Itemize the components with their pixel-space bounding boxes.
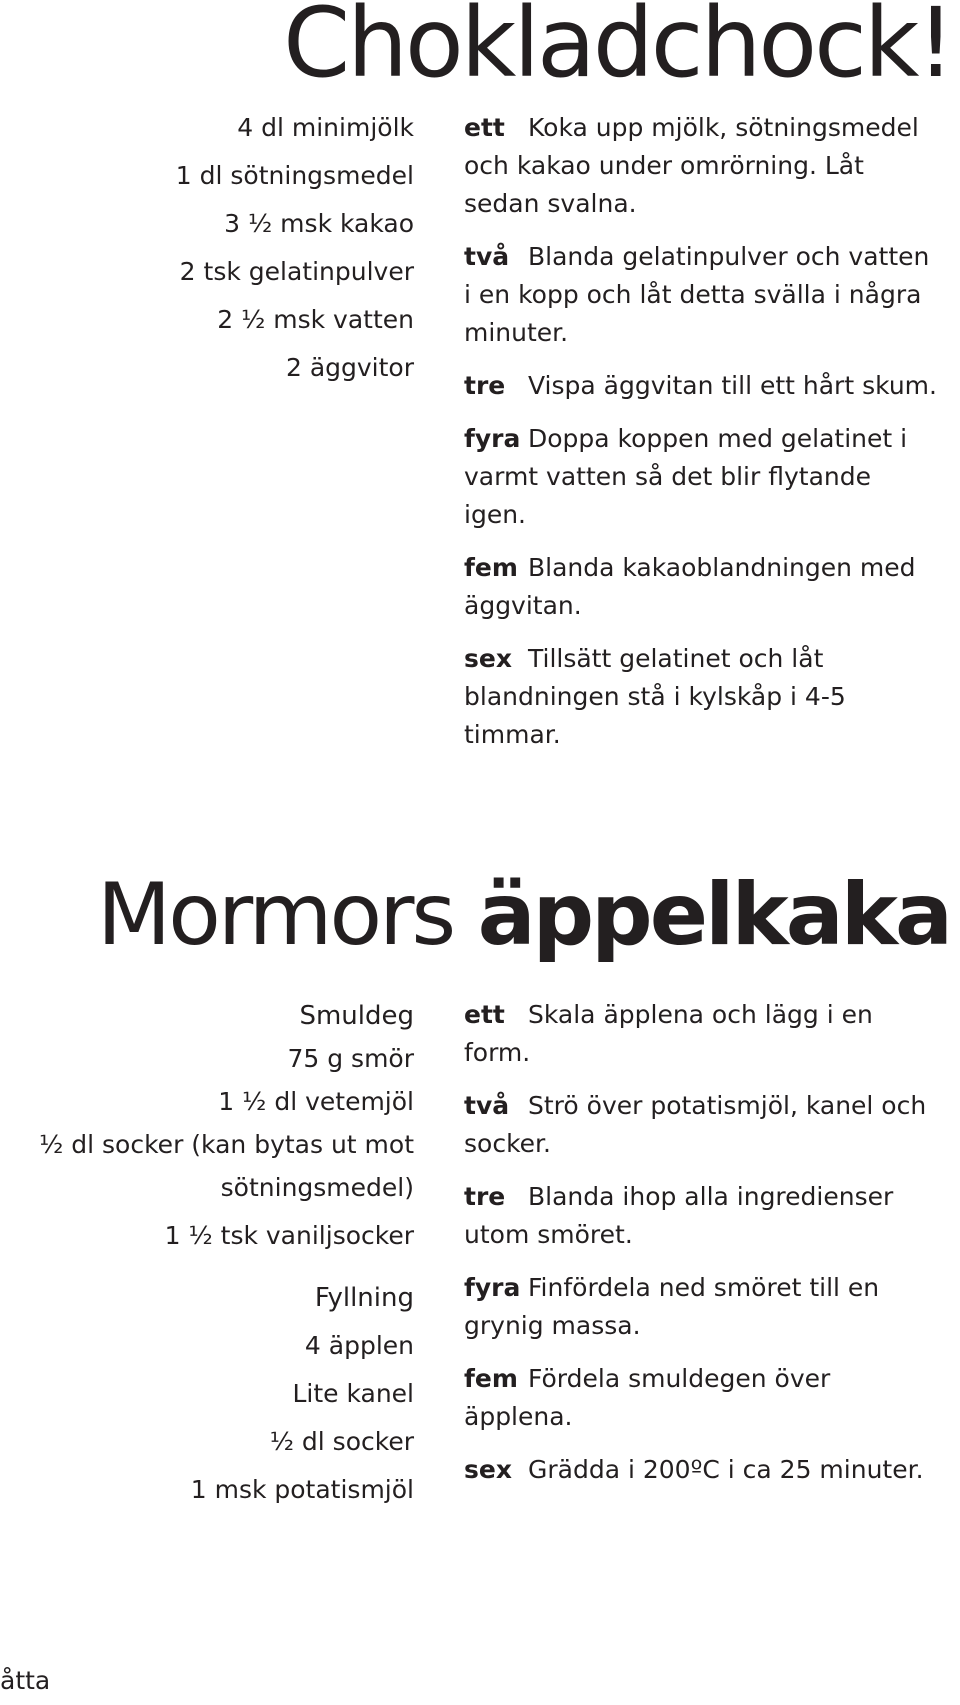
instruction-step [464,420,940,534]
step-text: Fördela smuldegen över äpplena. [464,1364,831,1431]
ingredient-item: 1 ½ tsk vaniljsocker [164,1221,414,1250]
ingredient-item: 2 tsk gelatinpulver [179,257,414,286]
ingredient-item: ½ dl socker [269,1427,414,1456]
instruction-step [464,238,940,352]
ingredient-group-heading: Smuldeg [299,1001,414,1031]
recipe-title-chokladchock: Chokladchock! [283,0,952,99]
ingredient-list [14,992,414,1514]
instruction-step [464,549,940,625]
step-number: två [464,1091,510,1120]
step-text: Strö över potatismjöl, kanel och socker. [464,1091,927,1158]
step-text: Koka upp mjölk, sötningsmedel och kakao under omrörning. Låt sedan svalna. [464,113,919,218]
step-number: fyra [464,424,521,453]
step-text: Finfördela ned smöret till en grynig massa. [464,1273,880,1340]
ingredient-item: 2 äggvitor [285,353,414,382]
step-number: sex [464,644,512,673]
instruction-step [464,109,940,223]
step-text: Blanda kakaoblandningen med äggvitan. [464,553,916,620]
ingredient-group-heading: Fyllning [314,1283,414,1313]
recipe-title-appelkaka [97,866,950,965]
ingredient-item: Lite kanel [292,1379,414,1408]
page-number: åtta [0,1666,51,1695]
instruction-step [464,996,940,1072]
instruction-step [464,1269,940,1345]
step-text: Vispa äggvitan till ett hårt skum. [528,371,937,400]
step-text: Blanda ihop alla ingredienser utom smöret. [464,1182,894,1249]
step-number: ett [464,1000,505,1029]
spacer [14,1260,414,1274]
ingredient-list [34,104,414,392]
ingredient-item: 4 dl minimjölk [237,113,414,142]
ingredient-item: 1 dl sötningsmedel [175,161,414,190]
instruction-step [464,1360,940,1436]
step-number: tre [464,1182,506,1211]
title-bold: äppelkaka [477,865,950,965]
step-number: tre [464,371,506,400]
ingredient-item: sötningsmedel) [220,1173,414,1202]
step-number: sex [464,1455,512,1484]
instruction-step [464,1451,940,1489]
step-number: ett [464,113,505,142]
instruction-list [464,109,940,769]
title-light: Mormors [97,865,454,965]
step-text: Grädda i 200ºC i ca 25 minuter. [528,1455,924,1484]
ingredient-item: 3 ½ msk kakao [224,209,414,238]
ingredient-item: 1 msk potatismjöl [190,1475,414,1504]
step-number: fem [464,1364,518,1393]
ingredient-item: 4 äpplen [304,1331,414,1360]
instruction-step [464,367,940,405]
step-number: två [464,242,510,271]
step-number: fem [464,553,518,582]
ingredient-item: 1 ½ dl vetemjöl [218,1087,414,1116]
step-text: Doppa koppen med gelatinet i varmt vatten så det blir flytande igen. [464,424,908,529]
step-text: Tillsätt gelatinet och låt blandningen stå i kylskåp i 4-5 timmar. [464,644,846,749]
instruction-step [464,640,940,754]
instruction-step [464,1178,940,1254]
step-text: Skala äpplena och lägg i en form. [464,1000,873,1067]
ingredient-item: 75 g smör [287,1044,414,1073]
instruction-step [464,1087,940,1163]
step-text: Blanda gelatinpulver och vatten i en kopp och låt detta svälla i några minuter. [464,242,930,347]
ingredient-item: 2 ½ msk vatten [217,305,414,334]
step-number: fyra [464,1273,521,1302]
ingredient-item: ½ dl socker (kan bytas ut mot [39,1130,414,1159]
instruction-list [464,996,940,1504]
